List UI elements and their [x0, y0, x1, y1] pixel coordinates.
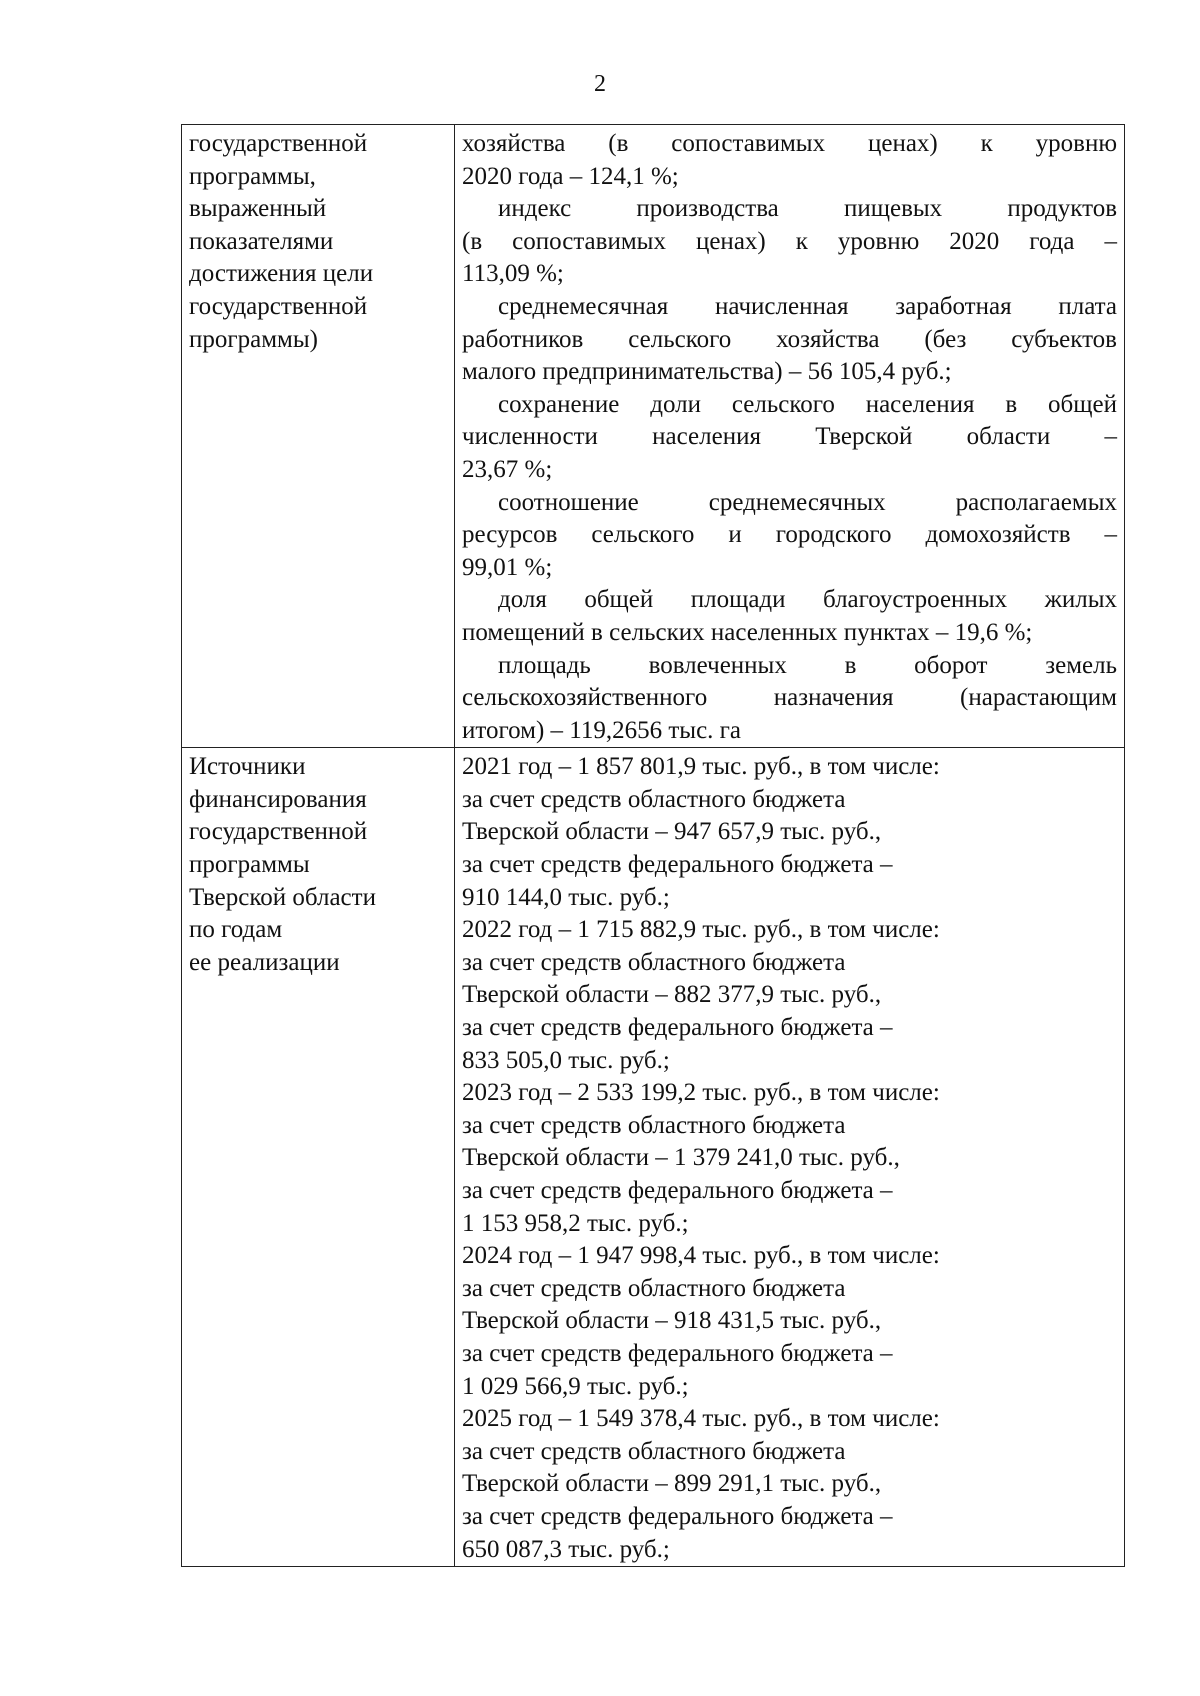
indicator-line: численности населения Тверской области – — [462, 423, 1117, 451]
financing-line: за счет средств областного бюджета — [462, 1111, 846, 1139]
financing-line: Тверской области – 899 291,1 тыс. руб., — [462, 1470, 882, 1498]
label-line: Источники — [189, 753, 306, 781]
page-number: 2 — [594, 71, 606, 97]
label-line: государственной — [189, 818, 368, 846]
label-line: финансирования — [189, 785, 367, 813]
label-line: ее реализации — [189, 948, 340, 976]
indicator-line: (в сопоставимых ценах) к уровню 2020 года – — [462, 227, 1117, 255]
indicator-line: ресурсов сельского и городского домохозяйств – — [462, 521, 1117, 549]
indicator-line: помещений в сельских населенных пунктах – 19,6 %; — [462, 618, 1033, 646]
label-line: выраженный — [189, 195, 327, 223]
label-line: достижения цели — [189, 260, 374, 288]
financing-line: за счет средств федерального бюджета – — [462, 1502, 893, 1530]
financing-line: за счет средств областного бюджета — [462, 948, 846, 976]
indicator-line: 113,09 %; — [462, 260, 564, 288]
financing-line: за счет средств федерального бюджета – — [462, 1177, 893, 1204]
financing-line: 2023 год – 2 533 199,2 тыс. руб., в том числе: — [462, 1079, 940, 1107]
indicator-line: доля общей площади благоустроенных жилых — [498, 586, 1117, 614]
financing-line: за счет средств федерального бюджета – — [462, 851, 893, 879]
goal-indicators-label-cell — [182, 125, 455, 748]
indicator-line: сельскохозяйственного назначения (нарастающим — [462, 684, 1117, 712]
financing-line: 1 029 566,9 тыс. руб.; — [462, 1372, 689, 1400]
passport-table — [181, 124, 1125, 1567]
label-line: показателями — [189, 227, 334, 255]
financing-line: за счет средств областного бюджета — [462, 1274, 846, 1302]
indicator-line: работников сельского хозяйства (без субъектов — [462, 325, 1117, 353]
financing-line: Тверской области – 947 657,9 тыс. руб., — [462, 818, 882, 846]
indicator-line: малого предпринимательства) – 56 105,4 руб.; — [462, 358, 952, 386]
financing-line: за счет средств федерального бюджета – — [462, 1014, 893, 1042]
indicator-line: итогом) – 119,2656 тыс. га — [462, 716, 742, 744]
financing-line: за счет средств областного бюджета — [462, 1437, 846, 1465]
label-line: государственной — [189, 292, 368, 320]
indicator-line: хозяйства (в сопоставимых ценах) к уровню — [462, 130, 1117, 157]
indicator-line: индекс производства пищевых продуктов — [498, 195, 1117, 223]
label-line: программы — [189, 851, 310, 879]
financing-line: 1 153 958,2 тыс. руб.; — [462, 1209, 689, 1237]
goal-indicators-row — [182, 125, 1125, 748]
financing-sources-label-cell — [182, 748, 455, 1567]
financing-line: 833 505,0 тыс. руб.; — [462, 1046, 670, 1074]
label-line: Тверской области — [189, 883, 376, 911]
indicator-line: сохранение доли сельского населения в общей — [498, 390, 1117, 418]
financing-sources-value-cell — [455, 748, 1125, 1567]
financing-line: за счет средств федерального бюджета – — [462, 1339, 893, 1367]
indicator-line: площадь вовлеченных в оборот земель — [498, 651, 1117, 679]
indicator-line: среднемесячная начисленная заработная плата — [498, 292, 1117, 320]
label-line: по годам — [189, 916, 283, 944]
label-line: государственной — [189, 130, 368, 157]
indicator-line: 99,01 %; — [462, 553, 553, 581]
financing-line: за счет средств областного бюджета — [462, 785, 846, 813]
financing-line: 910 144,0 тыс. руб.; — [462, 883, 670, 911]
indicator-line: 23,67 %; — [462, 455, 553, 483]
financing-sources-row — [182, 748, 1125, 1567]
indicator-line: 2020 года – 124,1 %; — [462, 162, 679, 190]
financing-line: Тверской области – 882 377,9 тыс. руб., — [462, 981, 882, 1009]
financing-line: 2021 год – 1 857 801,9 тыс. руб., в том числе: — [462, 753, 940, 781]
financing-line: 650 087,3 тыс. руб.; — [462, 1535, 670, 1563]
indicator-line: соотношение среднемесячных располагаемых — [498, 488, 1117, 516]
goal-indicators-value-cell — [455, 125, 1125, 748]
financing-line: 2022 год – 1 715 882,9 тыс. руб., в том числе: — [462, 916, 940, 944]
financing-line: 2024 год – 1 947 998,4 тыс. руб., в том числе: — [462, 1242, 940, 1270]
financing-line: 2025 год – 1 549 378,4 тыс. руб., в том числе: — [462, 1405, 940, 1433]
financing-line: Тверской области – 918 431,5 тыс. руб., — [462, 1307, 882, 1335]
label-line: программы, — [189, 162, 316, 190]
financing-line: Тверской области – 1 379 241,0 тыс. руб., — [462, 1144, 900, 1172]
label-line: программы) — [189, 325, 318, 353]
